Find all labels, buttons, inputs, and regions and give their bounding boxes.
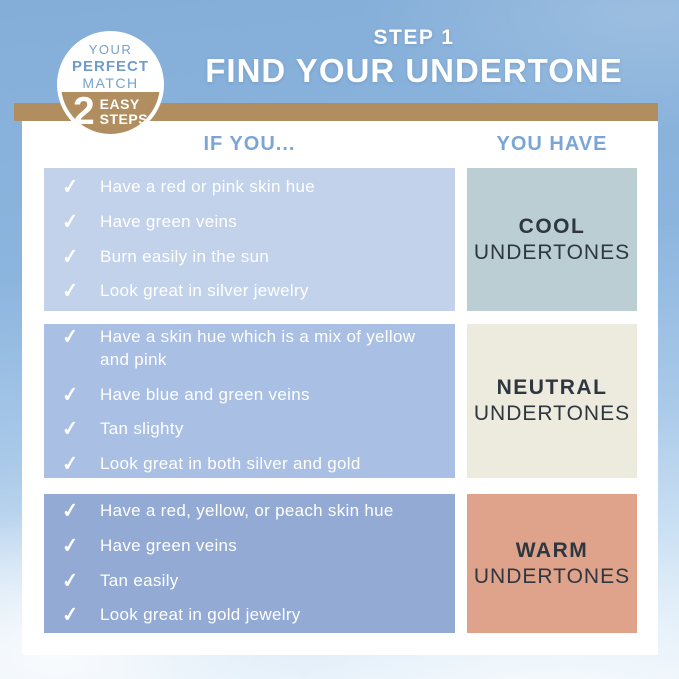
badge-match-label: MATCH xyxy=(82,75,139,92)
list-item-text: Have green veins xyxy=(100,535,238,555)
list-item xyxy=(62,211,435,234)
cool-checklist-box xyxy=(44,168,455,311)
list-item-text: Have blue and green veins xyxy=(100,384,310,404)
column-header-you-have: YOU HAVE xyxy=(496,133,608,155)
page-title: FIND YOUR UNDERTONE xyxy=(205,52,623,89)
neutral-result-box xyxy=(467,324,637,478)
badge-top-text xyxy=(61,43,160,91)
result-title: COOL xyxy=(518,214,586,238)
list-item xyxy=(62,384,435,407)
perfect-match-badge xyxy=(57,31,164,138)
check-icon: ✓ xyxy=(60,498,80,523)
list-item xyxy=(62,500,435,523)
result-subtitle: UNDERTONES xyxy=(473,564,631,588)
result-subtitle: UNDERTONES xyxy=(473,240,631,264)
step-label: STEP 1 xyxy=(373,26,455,49)
badge-inner-circle xyxy=(61,35,160,134)
check-icon: ✓ xyxy=(60,452,80,477)
check-icon: ✓ xyxy=(60,244,80,269)
badge-perfect-label: PERFECT xyxy=(71,57,149,75)
check-icon: ✓ xyxy=(60,325,80,349)
checklist xyxy=(62,176,435,304)
list-item-text: Burn easily in the sun xyxy=(100,246,270,266)
badge-steps-label: STEPS xyxy=(99,111,149,128)
page-header xyxy=(170,26,658,90)
check-icon: ✓ xyxy=(60,382,80,407)
list-item xyxy=(62,418,435,441)
check-icon: ✓ xyxy=(60,417,80,442)
list-item xyxy=(62,326,435,372)
list-item xyxy=(62,176,435,199)
badge-your-label: YOUR xyxy=(88,42,133,57)
list-item-text: Have a red or pink skin hue xyxy=(100,176,316,196)
check-icon: ✓ xyxy=(60,279,80,304)
list-item xyxy=(62,570,435,593)
list-item xyxy=(62,604,435,627)
list-item-text: Tan slighty xyxy=(100,419,184,439)
list-item xyxy=(62,280,435,303)
check-icon: ✓ xyxy=(60,209,80,234)
cool-result-box xyxy=(467,168,637,311)
warm-result-box xyxy=(467,494,637,633)
neutral-checklist-box xyxy=(44,324,455,478)
check-icon: ✓ xyxy=(60,568,80,593)
list-item-text: Tan easily xyxy=(100,570,179,590)
result-title: WARM xyxy=(515,538,589,562)
list-item-text: Have green veins xyxy=(100,211,238,231)
checklist xyxy=(62,326,435,477)
list-item-text: Have a red, yellow, or peach skin hue xyxy=(100,500,394,520)
check-icon: ✓ xyxy=(60,174,80,199)
badge-step-count: 2 xyxy=(72,90,95,134)
badge-steps-segment xyxy=(61,92,160,134)
list-item xyxy=(62,535,435,558)
badge-steps-text xyxy=(100,97,148,126)
check-icon: ✓ xyxy=(60,603,80,628)
column-header-if-you: IF YOU... xyxy=(203,133,296,155)
list-item-text: Look great in gold jewelry xyxy=(100,605,301,625)
list-item xyxy=(62,246,435,269)
result-subtitle: UNDERTONES xyxy=(473,402,631,425)
warm-checklist-box xyxy=(44,494,455,633)
list-item-text: Have a skin hue which is a mix of yellow and pink xyxy=(100,326,416,369)
list-item xyxy=(62,453,435,476)
checklist xyxy=(62,500,435,628)
check-icon: ✓ xyxy=(60,533,80,558)
result-title: NEUTRAL xyxy=(496,376,608,399)
badge-easy-label: EASY xyxy=(99,96,140,113)
list-item-text: Look great in silver jewelry xyxy=(100,281,309,301)
list-item-text: Look great in both silver and gold xyxy=(100,454,361,474)
